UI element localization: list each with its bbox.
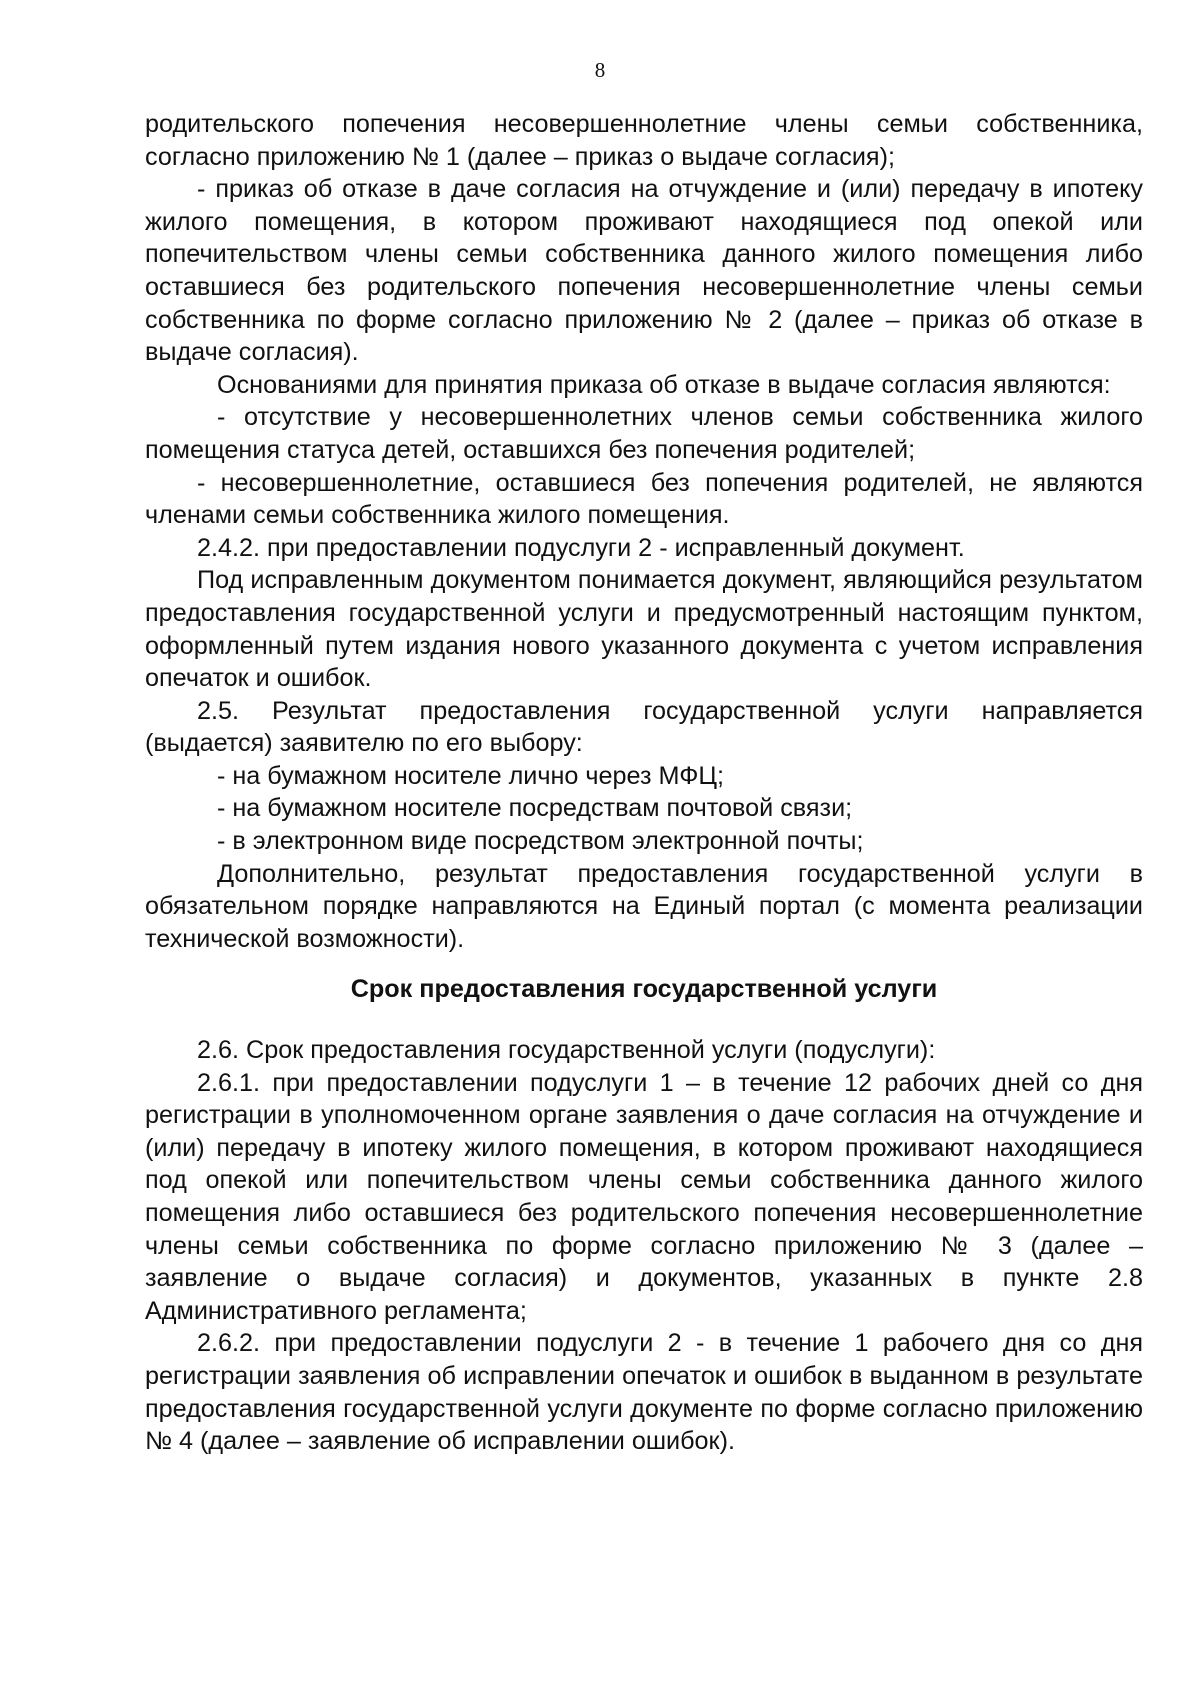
paragraph-unified-portal: Дополнительно, результат предоставления государственной услуги в обязательном порядке направляются на Единый портал (с момента реализации технической возможности). [145, 859, 1143, 953]
paragraph-refusal-grounds: Основаниями для принятия приказа об отказе в выдаче согласия являются: [217, 370, 1111, 399]
paragraph-2-6-1: 2.6.1. при предоставлении подуслуги 1 – в течение 12 рабочих дней со дня регистрации в уполномоченном органе заявления о даче согласия на отчуждение и (или) передачу в ипотеку жилого помещения, в котором проживают находящиеся под опекой или попечительством члены семьи собственника данного жилого помещения либо оставшиеся без родительского попечения несовершеннолетние члены семьи собственника по форме согласно приложению № 3 (далее – заявление о выдаче согласия) и документов, указанных в пункте 2.8 Административного регламента; [145, 1068, 1143, 1325]
list-item-ground-not-family: - несовершеннолетние, оставшиеся без попечения родителей, не являются членами семьи собственника жилого помещения. [145, 468, 1143, 530]
list-item-paper-mail: - на бумажном носителе посредствам почтовой связи; [217, 794, 853, 823]
document-body [145, 108, 1143, 1458]
list-item-paper-mfc: - на бумажном носителе лично через МФЦ; [217, 761, 725, 790]
list-item-electronic-mail: - в электронном виде посредством электронной почты; [217, 827, 864, 856]
paragraph-2-5: 2.5. Результат предоставления государственной услуги направляется (выдается) заявителю по его выбору: [145, 696, 1143, 758]
paragraph-2-4-2: 2.4.2. при предоставлении подуслуги 2 - исправленный документ. [197, 533, 965, 562]
section-heading: Срок предоставления государственной услуги [350, 975, 938, 1004]
paragraph-2-6: 2.6. Срок предоставления государственной услуги (подуслуги): [197, 1036, 936, 1065]
list-item-ground-status: - отсутствие у несовершеннолетних членов семьи собственника жилого помещения статуса детей, оставшихся без попечения родителей; [145, 403, 1143, 464]
page-number: 8 [594, 58, 606, 82]
paragraph-corrected-document: Под исправленным документом понимается документ, являющийся результатом предоставления государственной услуги и предусмотренный настоящим пунктом, оформленный путем издания нового указанного документа с учетом исправления опечаток и ошибок. [145, 566, 1143, 693]
paragraph-refusal-order: - приказ об отказе в даче согласия на отчуждение и (или) передачу в ипотеку жилого помещения, в котором проживают находящиеся под опекой или попечительством члены семьи собственника данного жилого помещения либо оставшиеся без родительского попечения несовершеннолетние члены семьи собственника по форме согласно приложению № 2 (далее – приказ об отказе в выдаче согласия). [145, 175, 1143, 367]
paragraph-continuation: родительского попечения несовершеннолетние члены семьи собственника, согласно приложению № 1 (далее – приказ о выдаче согласия); [145, 110, 1143, 171]
paragraph-2-6-2: 2.6.2. при предоставлении подуслуги 2 - в течение 1 рабочего дня со дня регистрации заявления об исправлении опечаток и ошибок в выданном в результате предоставления государственной услуги документе по форме согласно приложению № 4 (далее – заявление об исправлении ошибок). [145, 1329, 1143, 1456]
